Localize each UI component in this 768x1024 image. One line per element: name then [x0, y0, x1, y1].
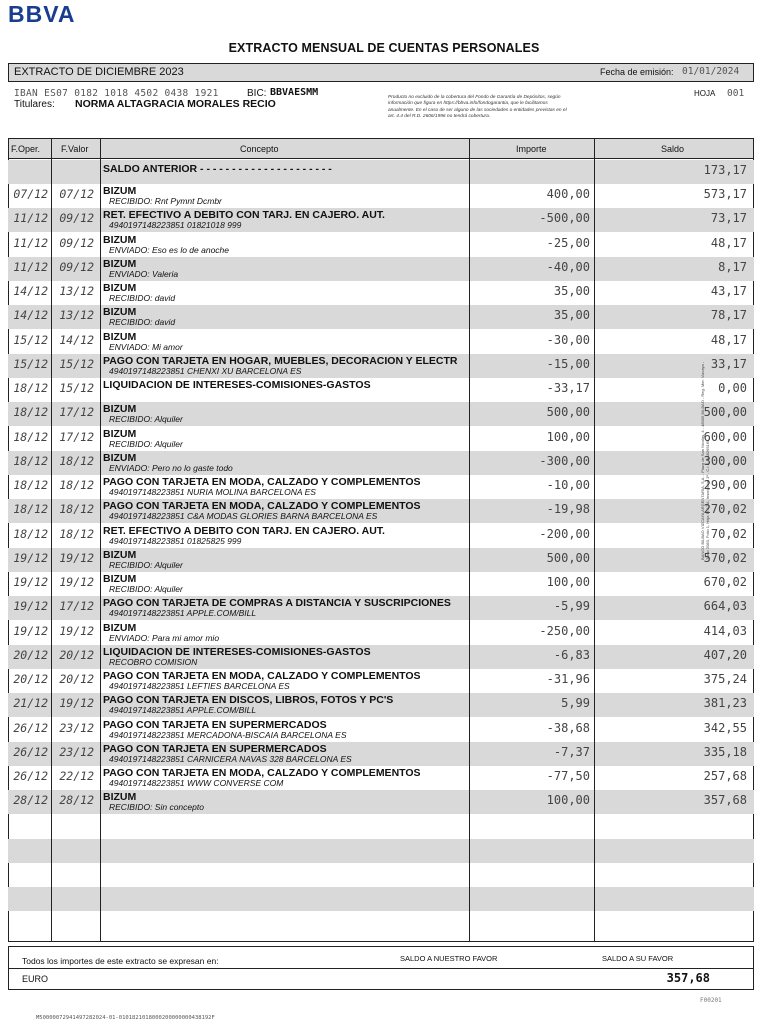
concept: BIZUM	[103, 306, 137, 319]
concept: LIQUIDACION DE INTERESES-COMISIONES-GASTOS	[103, 645, 371, 658]
operation-date: 14/12	[13, 284, 48, 298]
operation-date: 18/12	[13, 429, 48, 444]
deposit-guarantee-note: Producto no excluido de la cobertura del Fondo de Garantía de Depósitos, según información que figura en https://bbva.info/fondogarantia, que le facilitamos anualmente. En el caso de ser alguno de las sociedades o entidades previstas en el art. 4.4 del R.D. 2606/1996 no tendrá cobertura.	[388, 95, 567, 120]
concept: BIZUM	[103, 791, 137, 804]
value-date: 09/12	[59, 259, 94, 274]
balance: 600,00	[703, 429, 747, 444]
amount: -40,00	[546, 259, 590, 274]
operation-date: 11/12	[13, 211, 48, 226]
balance: 407,20	[703, 647, 747, 662]
table-row	[8, 281, 754, 305]
balance: 0,00	[718, 381, 747, 395]
operation-date: 26/12	[13, 720, 48, 735]
amount: -33,17	[546, 381, 590, 395]
concept: PAGO CON TARJETA DE COMPRAS A DISTANCIA Y SUSCRIPCIONES	[103, 597, 451, 610]
concept: BIZUM	[103, 185, 137, 197]
balance: 70,02	[710, 526, 747, 541]
concept: PAGO CON TARJETA EN MODA, CALZADO Y COMPLEMENTOS	[103, 476, 421, 488]
balance: 570,02	[703, 550, 747, 565]
value-date: 14/12	[59, 332, 94, 347]
concept-detail: 4940197148223851 APPLE.COM/BILL	[109, 705, 257, 716]
amount: -250,00	[539, 623, 590, 638]
operation-date: 18/12	[13, 526, 48, 541]
balance: 8,17	[718, 259, 747, 274]
value-date: 15/12	[59, 356, 94, 371]
bbva-logo	[8, 2, 88, 26]
concept-detail: 4940197148223851 WWW CONVERSE COM	[109, 778, 284, 788]
concept-detail: 4940197148223851 APPLE.COM/BILL	[109, 608, 257, 619]
concept: BIZUM	[103, 282, 137, 294]
final-balance: 357,68	[666, 971, 710, 985]
balance: 573,17	[703, 187, 747, 201]
concept: PAGO CON TARJETA EN SUPERMERCADOS	[103, 718, 327, 731]
concept: LIQUIDACION DE INTERESES-COMISIONES-GASTOS	[103, 379, 371, 391]
balance: 664,03	[703, 599, 747, 614]
statement-period: EXTRACTO DE DICIEMBRE 2023	[14, 66, 184, 78]
header-f-valor: F.Valor	[61, 144, 89, 154]
amount: -30,00	[546, 332, 590, 347]
value-date: 19/12	[59, 696, 94, 711]
concept-detail: 4940197148223851 LEFTIES BARCELONA ES	[109, 681, 290, 691]
saldo-su-favor-label: SALDO A SU FAVOR	[602, 954, 674, 963]
operation-date: 15/12	[13, 356, 48, 371]
balance: 381,23	[703, 696, 747, 711]
header-saldo: Saldo	[661, 144, 685, 154]
concept: BIZUM	[103, 330, 137, 343]
bic-label: BIC:	[247, 88, 267, 99]
amount: -31,96	[546, 672, 590, 686]
value-date: 15/12	[59, 381, 94, 395]
table-row	[8, 305, 754, 329]
amount: -25,00	[546, 235, 590, 250]
concept-detail: 4940197148223851 01821018 999	[109, 220, 242, 231]
amount: 100,00	[546, 793, 590, 808]
operation-date: 20/12	[13, 647, 48, 662]
operation-date: 19/12	[13, 623, 48, 638]
amount: -38,68	[546, 720, 590, 735]
concept-detail: RECIBIDO: Alquiler	[109, 438, 183, 449]
column-divider	[594, 138, 595, 942]
amount: 35,00	[553, 308, 590, 323]
value-date: 17/12	[59, 599, 94, 614]
concept: BIZUM	[103, 427, 137, 440]
table-row	[8, 451, 754, 475]
balance: 270,02	[703, 502, 747, 517]
currency-note: Todos los importes de este extracto se expresan en:	[22, 956, 219, 966]
amount: 5,99	[561, 696, 590, 711]
table-row	[8, 184, 754, 208]
column-divider	[469, 138, 470, 942]
value-date: 13/12	[59, 284, 94, 298]
concept: PAGO CON TARJETA EN HOGAR, MUEBLES, DECORACION Y ELECTR	[103, 354, 458, 367]
concept-detail: ENVIADO: Mi amor	[109, 341, 183, 352]
amount: 100,00	[546, 429, 590, 444]
issue-date: 01/01/2024	[682, 66, 740, 77]
amount: -6,83	[553, 647, 590, 662]
value-date: 18/12	[59, 478, 94, 492]
operation-date: 19/12	[13, 575, 48, 589]
table-row	[8, 208, 754, 232]
operation-date: 18/12	[13, 405, 48, 420]
table-row	[8, 742, 754, 766]
concept: BIZUM	[103, 451, 137, 464]
concept: BIZUM	[103, 257, 137, 270]
concept-detail: RECIBIDO: david	[109, 317, 176, 328]
svg-text:BBVA: BBVA	[8, 2, 76, 26]
value-date: 19/12	[59, 575, 94, 589]
balance: 48,17	[710, 332, 747, 347]
balance: 300,00	[703, 453, 747, 468]
amount: -200,00	[539, 526, 590, 541]
value-date: 23/12	[59, 744, 94, 759]
operation-date: 15/12	[13, 332, 48, 347]
concept-detail: 4940197148223851 CHENXI XU BARCELONA ES	[109, 365, 302, 376]
column-divider	[100, 138, 101, 942]
operation-date: 07/12	[13, 187, 48, 201]
value-date: 09/12	[59, 211, 94, 226]
value-date: 18/12	[59, 526, 94, 541]
table-row	[8, 669, 754, 693]
operation-date: 26/12	[13, 744, 48, 759]
operation-date: 19/12	[13, 550, 48, 565]
form-code: F00201	[700, 997, 722, 1004]
concept-detail: 4940197148223851 MERCADONA-BISCAIA BARCELONA ES	[109, 729, 347, 740]
operation-date: 11/12	[13, 259, 48, 274]
value-date: 17/12	[59, 405, 94, 420]
value-date: 18/12	[59, 453, 94, 468]
table-row	[8, 548, 754, 572]
amount: 500,00	[546, 405, 590, 420]
table-row	[8, 718, 754, 742]
balance: 342,55	[703, 720, 747, 735]
concept: BIZUM	[103, 403, 137, 416]
concept-detail: 4940197148223851 CARNICERA NAVAS 328 BARCELONA ES	[109, 753, 352, 764]
operation-date: 19/12	[13, 599, 48, 614]
empty-row	[8, 887, 754, 911]
value-date: 22/12	[59, 769, 94, 783]
amount: -5,99	[553, 599, 590, 614]
operation-date: 18/12	[13, 381, 48, 395]
header-f-oper: F.Oper.	[11, 144, 41, 154]
operation-date: 18/12	[13, 478, 48, 492]
operation-date: 18/12	[13, 502, 48, 517]
table-row	[8, 378, 754, 402]
balance: 670,02	[703, 575, 747, 589]
amount: -19,98	[546, 502, 590, 517]
saldo-nuestro-favor-label: SALDO A NUESTRO FAVOR	[400, 954, 498, 963]
holders-label: Titulares:	[14, 99, 55, 110]
concept-detail: ENVIADO: Pero no lo gaste todo	[109, 462, 233, 473]
concept-detail: 4940197148223851 NURIA MOLINA BARCELONA ES	[109, 487, 316, 497]
concept-detail: 4940197148223851 01825825 999	[109, 535, 242, 546]
value-date: 17/12	[59, 429, 94, 444]
balance: 500,00	[703, 405, 747, 420]
operation-date: 21/12	[13, 696, 48, 711]
concept: BIZUM	[103, 548, 137, 561]
amount: 100,00	[546, 575, 590, 589]
table-row	[8, 645, 754, 669]
balance: 290,00	[703, 478, 747, 492]
document-title: EXTRACTO MENSUAL DE CUENTAS PERSONALES	[228, 41, 540, 55]
sheet-number: 001	[727, 88, 745, 99]
amount: -77,50	[546, 769, 590, 783]
iban: IBAN ES07 0182 1018 4502 0438 1921	[14, 88, 219, 99]
concept-detail: RECIBIDO: Alquiler	[109, 414, 183, 425]
header-concepto: Concepto	[240, 144, 279, 154]
concept-detail: ENVIADO: Para mi amor mio	[109, 632, 220, 643]
value-date: 19/12	[59, 623, 94, 638]
table-row	[8, 693, 754, 717]
operation-date: 26/12	[13, 769, 48, 783]
amount: 500,00	[546, 550, 590, 565]
issue-date-label: Fecha de emisión:	[600, 67, 674, 77]
concept-detail: RECIBIDO: Alquiler	[109, 559, 183, 570]
balance: 335,18	[703, 744, 747, 759]
opening-balance-value: 173,17	[703, 163, 747, 177]
concept: BIZUM	[103, 621, 137, 634]
concept: BIZUM	[103, 573, 137, 585]
amount: -500,00	[539, 211, 590, 226]
amount: 400,00	[546, 187, 590, 201]
table-row	[8, 257, 754, 281]
empty-row	[8, 815, 754, 839]
concept: BIZUM	[103, 233, 137, 246]
value-date: 20/12	[59, 672, 94, 686]
table-row	[8, 330, 754, 354]
operation-date: 11/12	[13, 235, 48, 250]
table-row	[8, 572, 754, 596]
concept-detail: RECIBIDO: david	[109, 293, 176, 303]
concept: RET. EFECTIVO A DEBITO CON TARJ. EN CAJERO. AUT.	[103, 524, 385, 537]
concept-detail: RECIBIDO: Rnt Pymnt Dcmbr	[109, 196, 222, 206]
table-row	[8, 475, 754, 499]
holder-name: NORMA ALTAGRACIA MORALES RECIO	[75, 98, 276, 110]
table-row	[8, 233, 754, 257]
concept: PAGO CON TARJETA EN MODA, CALZADO Y COMPLEMENTOS	[103, 670, 421, 682]
table-row	[8, 427, 754, 451]
balance: 48,17	[710, 235, 747, 250]
balance: 73,17	[710, 211, 747, 226]
empty-row	[8, 863, 754, 887]
table-row	[8, 524, 754, 548]
concept-detail: 4940197148223851 C&A MODAS GLORIES BARNA BARCELONA ES	[109, 511, 378, 522]
currency: EURO	[22, 974, 49, 984]
column-divider	[51, 138, 52, 942]
value-date: 20/12	[59, 647, 94, 662]
balance: 43,17	[710, 284, 747, 298]
table-row	[8, 402, 754, 426]
balance: 414,03	[703, 623, 747, 638]
concept-detail: ENVIADO: Valeria	[109, 268, 179, 279]
operation-date: 14/12	[13, 308, 48, 323]
balance: 357,68	[703, 793, 747, 808]
sheet-label: HOJA	[694, 89, 716, 98]
value-date: 28/12	[59, 793, 94, 808]
amount: -15,00	[546, 356, 590, 371]
empty-row	[8, 839, 754, 863]
barcode-text: M50000072941497282024-01-0101821018000200000000438192F	[36, 1015, 215, 1021]
table-row	[8, 790, 754, 814]
amount: -300,00	[539, 453, 590, 468]
concept: PAGO CON TARJETA EN MODA, CALZADO Y COMPLEMENTOS	[103, 767, 421, 779]
table-row	[8, 354, 754, 378]
table-row	[8, 621, 754, 645]
concept: RET. EFECTIVO A DEBITO CON TARJ. EN CAJERO. AUT.	[103, 209, 385, 222]
concept-detail: RECOBRO COMISION	[109, 656, 198, 667]
concept: PAGO CON TARJETA EN DISCOS, LIBROS, FOTOS Y PC'S	[103, 694, 394, 707]
value-date: 19/12	[59, 550, 94, 565]
operation-date: 18/12	[13, 453, 48, 468]
concept-detail: RECIBIDO: Alquiler	[109, 584, 183, 594]
value-date: 18/12	[59, 502, 94, 517]
balance: 33,17	[710, 356, 747, 371]
balance: 257,68	[703, 769, 747, 783]
table-row	[8, 596, 754, 620]
header-importe: Importe	[516, 144, 547, 154]
value-date: 13/12	[59, 308, 94, 323]
value-date: 09/12	[59, 235, 94, 250]
amount: 35,00	[553, 284, 590, 298]
table-row	[8, 499, 754, 523]
bic: BBVAESMM	[270, 87, 319, 98]
concept-detail: ENVIADO: Eso es lo de anoche	[109, 244, 230, 255]
amount: -10,00	[546, 478, 590, 492]
summary-divider	[8, 968, 754, 969]
balance: 375,24	[703, 672, 747, 686]
amount: -7,37	[553, 744, 590, 759]
empty-row	[8, 912, 754, 936]
balance: 78,17	[710, 308, 747, 323]
table-header	[8, 138, 754, 159]
value-date: 23/12	[59, 720, 94, 735]
legal-side-text: BANCO BILBAO VIZCAYA ARGENTARIA, S.A. - Plaza de San Nicolás, 4 - 48005 BILBAO - Reg. Mer. Vizcaya - Tomo 2083, Folio 1, Hoja BI-17 A, Inscripción 1ª - C.I.F.: A48265169	[700, 361, 710, 560]
value-date: 07/12	[59, 187, 94, 201]
operation-date: 20/12	[13, 672, 48, 686]
concept: PAGO CON TARJETA EN SUPERMERCADOS	[103, 742, 327, 755]
table-row	[8, 766, 754, 790]
opening-balance-label: SALDO ANTERIOR - - - - - - - - - - - - - - - - - - - - -	[103, 163, 332, 175]
operation-date: 28/12	[13, 793, 48, 808]
concept-detail: RECIBIDO: Sin concepto	[109, 802, 204, 813]
concept: PAGO CON TARJETA EN MODA, CALZADO Y COMPLEMENTOS	[103, 500, 421, 513]
